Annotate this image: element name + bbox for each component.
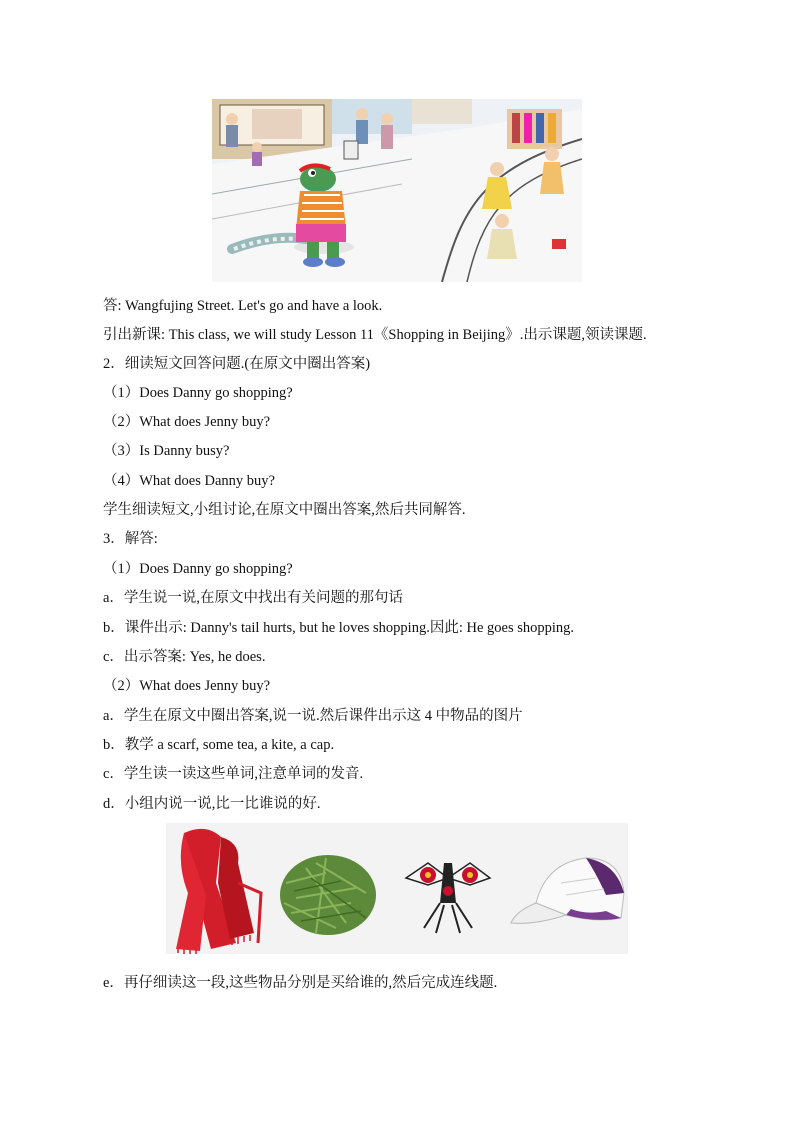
answer-1c: c．出示答案: Yes, he does.: [103, 649, 266, 665]
answer-2a: a．学生在原文中圈出答案,说一说.然后课件出示这 4 中物品的图片: [103, 708, 523, 724]
question-1: （1）Does Danny go shopping?: [103, 385, 293, 401]
students-activity: 学生细读短文,小组讨论,在原文中圈出答案,然后共同解答.: [103, 502, 466, 518]
answer-1b: b．课件出示: Danny's tail hurts, but he loves shopping.因此: He goes shopping.: [103, 620, 575, 636]
intro-line: 引出新课: This class, we will study Lesson 11《Shopping in Beijing》.出示课题,领读课题.: [103, 327, 647, 343]
answer-2e: e．再仔细读这一段,这些物品分别是买给谁的,然后完成连线题.: [103, 975, 498, 991]
question-3: （3）Is Danny busy?: [103, 443, 230, 459]
step2-heading: 2．细读短文回答问题.(在原文中圈出答案): [103, 356, 371, 372]
question-4: （4）What does Danny buy?: [103, 473, 275, 489]
street-shopping-illustration: [212, 99, 582, 282]
step3-heading: 3．解答:: [103, 531, 158, 547]
answer-question-2: （2）What does Jenny buy?: [103, 678, 271, 694]
tea-image: [280, 855, 376, 935]
answer-1a: a．学生说一说,在原文中找出有关问题的那句话: [103, 590, 404, 606]
answer-2c: c．学生读一读这些单词,注意单词的发音.: [103, 766, 364, 782]
answer-2d: d．小组内说一说,比一比谁说的好.: [103, 796, 321, 812]
question-2: （2）What does Jenny buy?: [103, 414, 271, 430]
answer-question-1: （1）Does Danny go shopping?: [103, 561, 293, 577]
shopping-items-strip: [166, 823, 628, 954]
answer-2b: b．教学 a scarf, some tea, a kite, a cap.: [103, 737, 335, 753]
answer-line: 答: Wangfujing Street. Let's go and have a look.: [103, 298, 383, 314]
